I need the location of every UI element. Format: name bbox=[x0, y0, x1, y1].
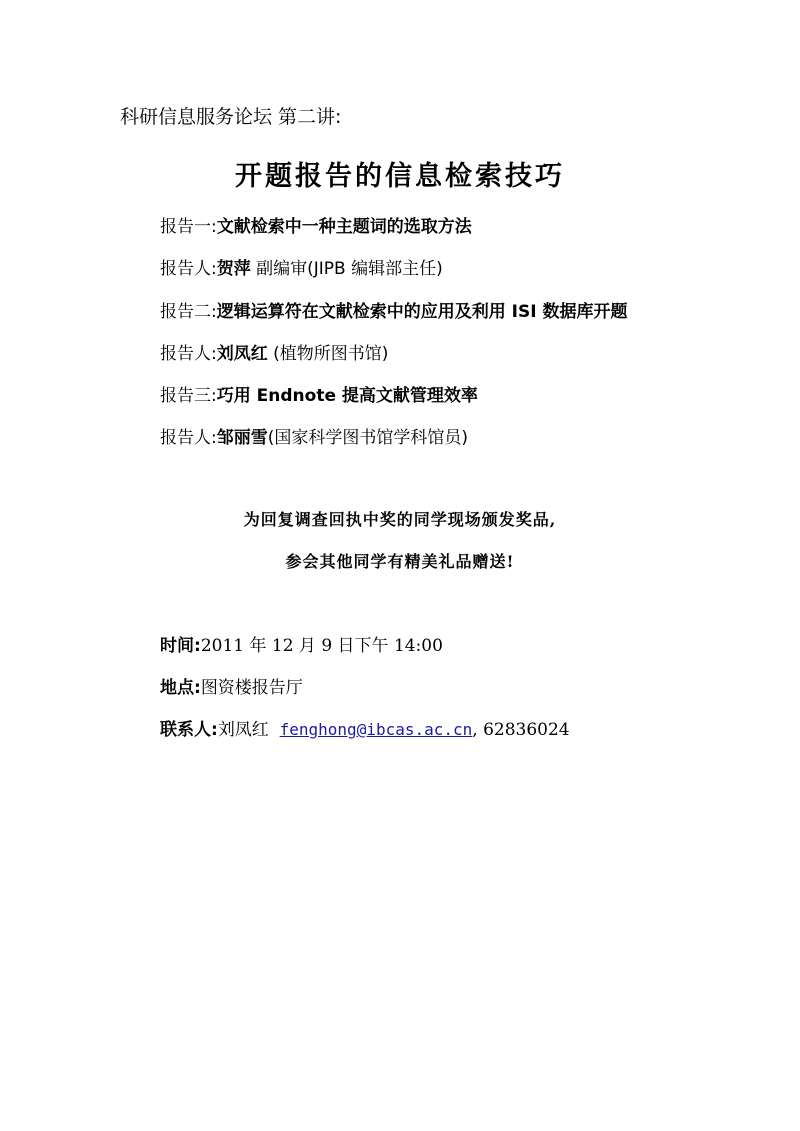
contact-line bbox=[160, 715, 570, 740]
notice-line-1: 为回复调查回执中奖的同学现场颁发奖品, bbox=[243, 510, 557, 529]
report-2-speaker-line bbox=[160, 339, 388, 364]
forum-title: 科研信息服务论坛 第二讲: bbox=[120, 106, 342, 128]
report-3-speaker-name: 邹丽雪 bbox=[216, 428, 268, 448]
report-2-speaker-role: (植物所图书馆) bbox=[267, 344, 389, 364]
report-3-speaker-role: (国家科学图书馆学科馆员) bbox=[267, 428, 468, 448]
report-2-speaker-label: 报告人: bbox=[160, 344, 217, 364]
report-1-topic-line bbox=[160, 212, 472, 237]
report-3-speaker-line bbox=[160, 423, 468, 448]
contact-phone: , 62836024 bbox=[472, 720, 570, 740]
contact-email-link[interactable]: fenghong@ibcas.ac.cn bbox=[279, 720, 473, 739]
report-1-speaker-name: 贺萍 bbox=[216, 259, 251, 279]
report-2-speaker-name: 刘凤红 bbox=[216, 344, 268, 364]
report-3-topic-line bbox=[160, 381, 478, 406]
report-1-speaker-role: 副编审(JIPB 编辑部主任) bbox=[250, 259, 443, 279]
contact-name: 刘凤红 bbox=[217, 720, 280, 740]
notice-line-2: 参会其他同学有精美礼品赠送! bbox=[285, 552, 515, 571]
report-1-speaker-label: 报告人: bbox=[160, 259, 217, 279]
report-3-topic: 巧用 Endnote 提高文献管理效率 bbox=[216, 386, 478, 406]
place-label: 地点: bbox=[160, 678, 201, 698]
report-2-topic: 逻辑运算符在文献检索中的应用及利用 ISI 数据库开题 bbox=[216, 302, 628, 322]
report-2-label: 报告二: bbox=[160, 302, 217, 322]
report-1-label: 报告一: bbox=[160, 217, 217, 237]
time-value: 2011 年 12 月 9 日下午 14:00 bbox=[200, 636, 443, 656]
report-2-topic-line bbox=[160, 297, 627, 322]
main-title: 开题报告的信息检索技巧 bbox=[235, 161, 565, 192]
place-value: 图资楼报告厅 bbox=[200, 678, 303, 698]
report-3-label: 报告三: bbox=[160, 386, 217, 406]
place-line bbox=[160, 673, 303, 698]
report-3-speaker-label: 报告人: bbox=[160, 428, 217, 448]
time-label: 时间: bbox=[160, 636, 201, 656]
time-line bbox=[160, 631, 443, 656]
contact-label: 联系人: bbox=[160, 720, 218, 740]
report-1-speaker-line bbox=[160, 254, 443, 279]
report-1-topic: 文献检索中一种主题词的选取方法 bbox=[216, 217, 472, 237]
